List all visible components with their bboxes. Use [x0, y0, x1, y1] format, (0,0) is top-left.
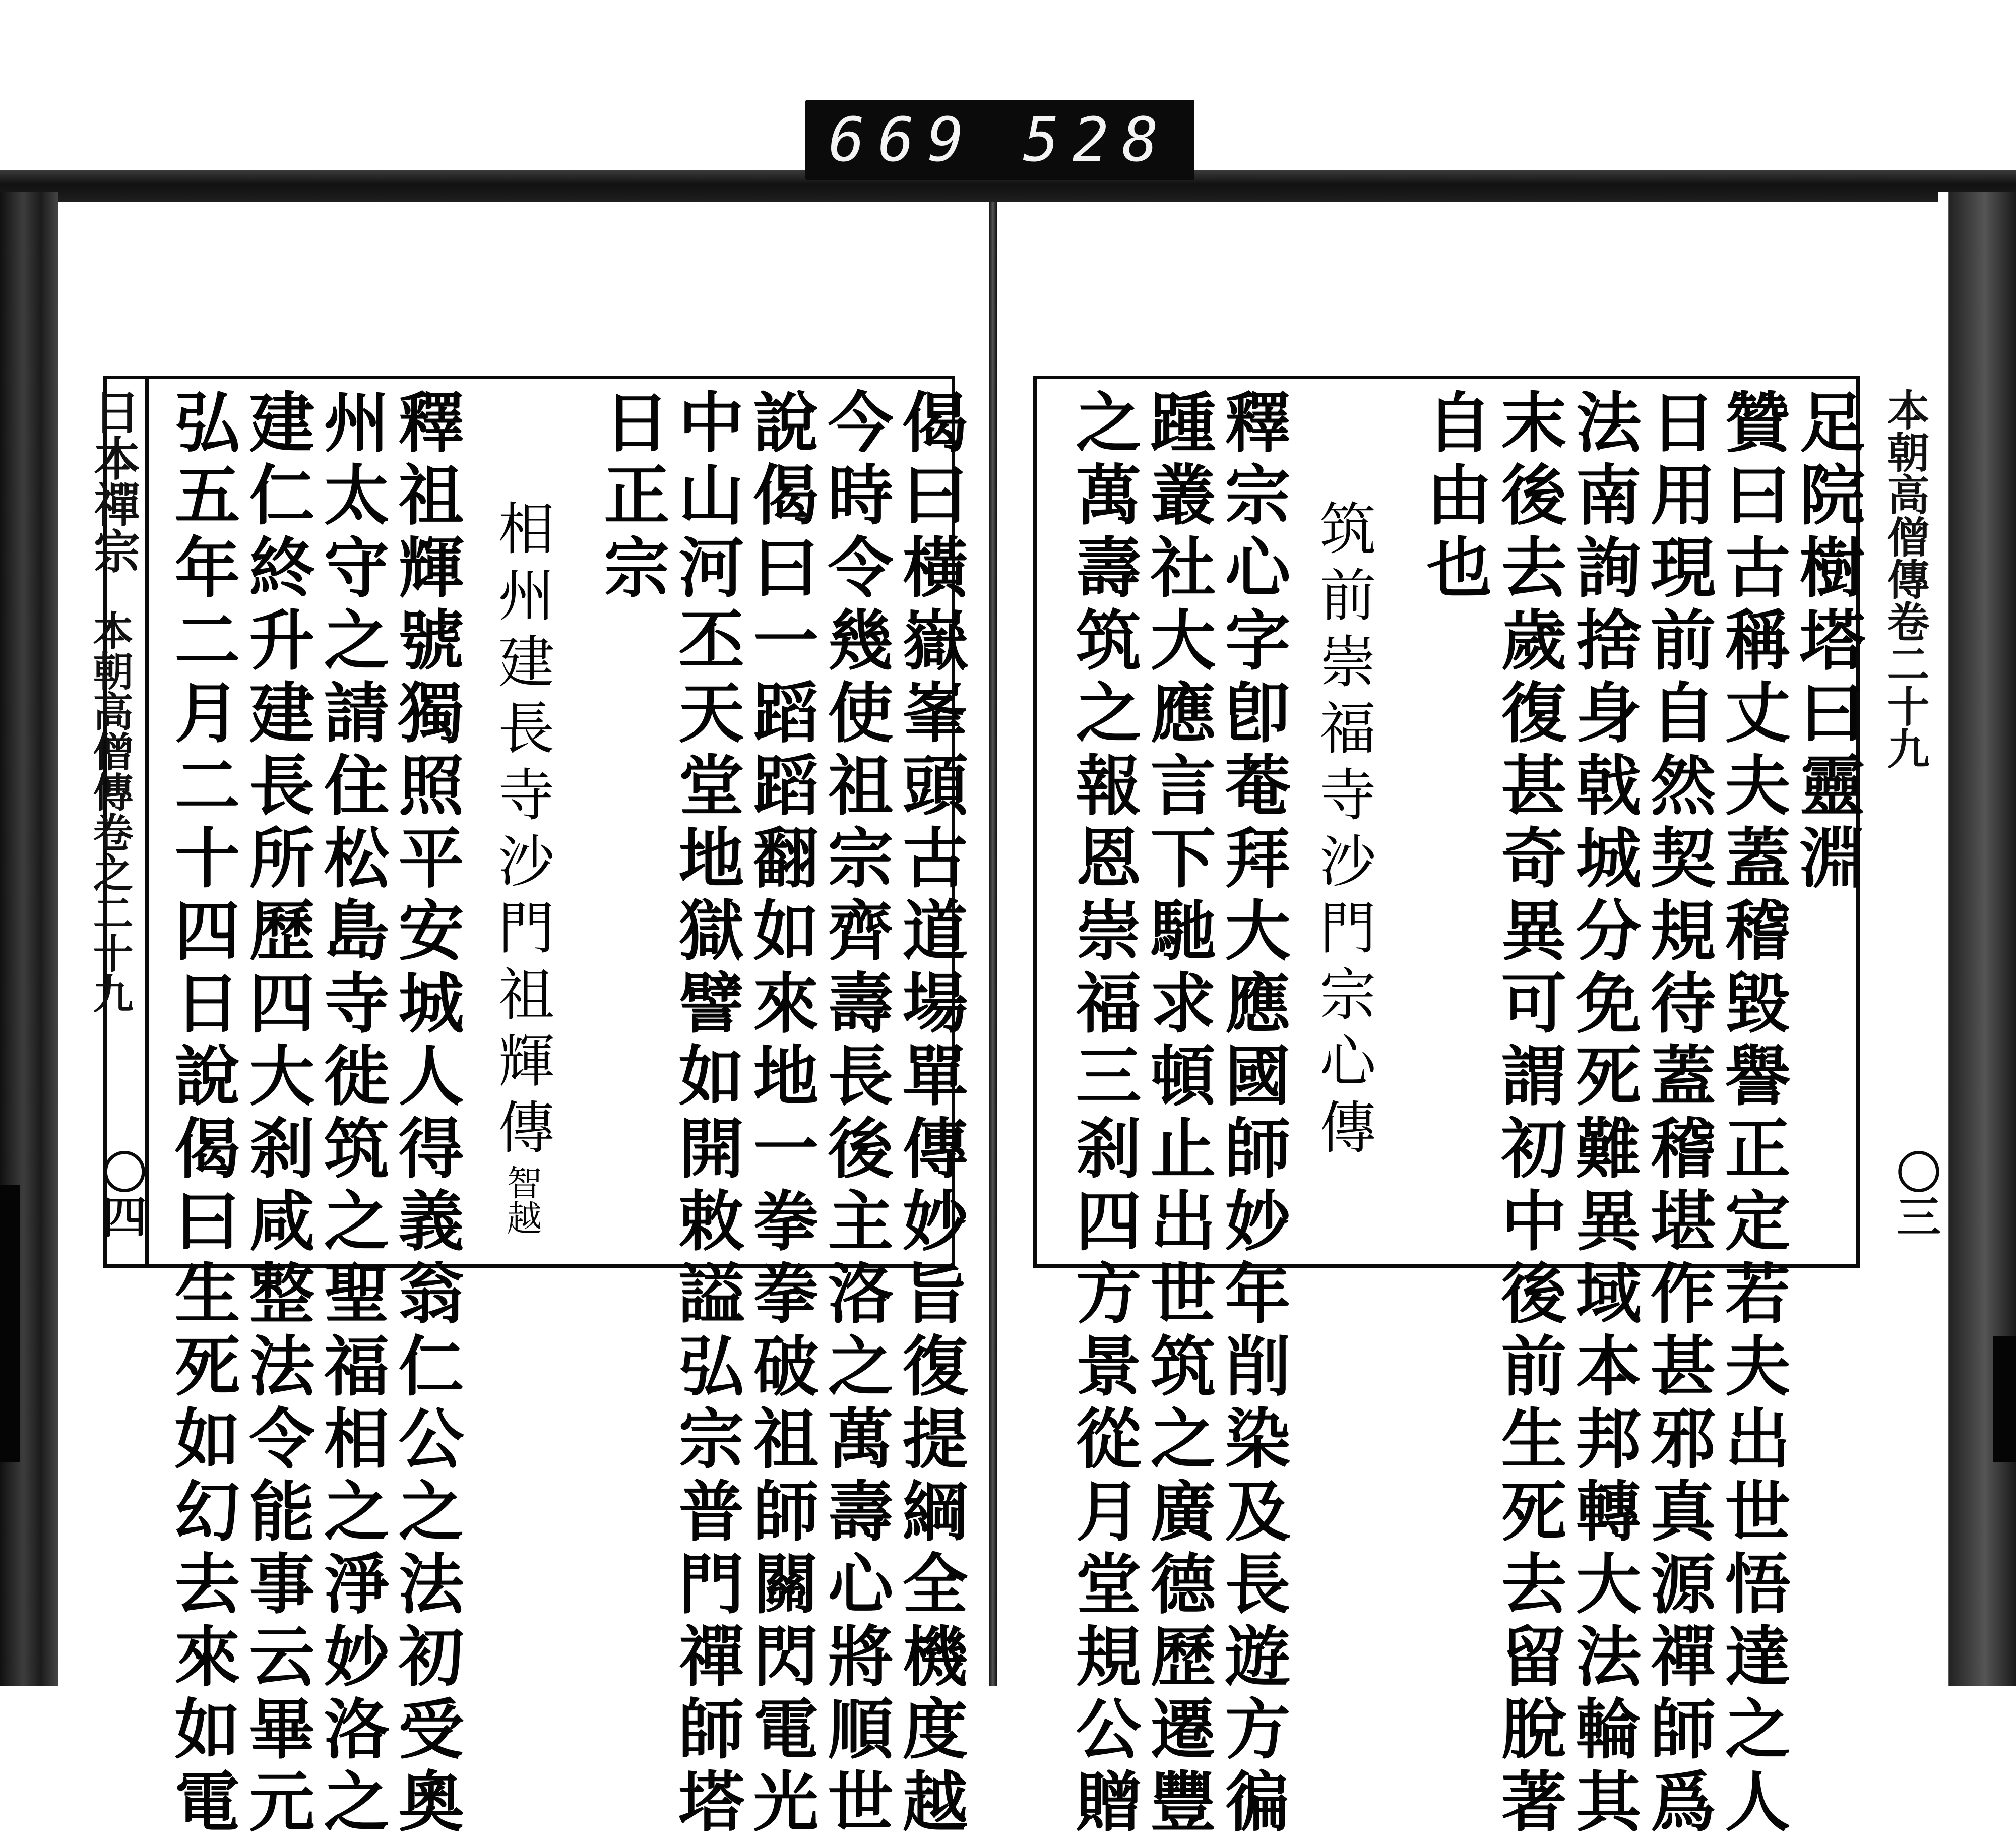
left-col-2: 今時令幾使祖宗齊壽長後主洛之萬壽心將順世: [817, 388, 894, 1840]
counter-left: 669: [828, 105, 977, 175]
left-col-10: 弘五年二月二十四日說偈曰生死如幻去來如電: [164, 388, 241, 1840]
left-title-note: 智越: [501, 1164, 542, 1235]
right-folio: 〇三: [1889, 1149, 1942, 1238]
left-col-4: 中山河丕天堂地獄譬如開敕謚弘宗普門禪師塔: [668, 388, 745, 1840]
right-col-2: 贊曰古稱丈夫蓋稽毀譽正定若夫出世悟達之人: [1714, 388, 1791, 1840]
left-side-tab: [0, 1185, 20, 1462]
right-col-3: 日用現前自然契規待蓋稽堪作甚邪真源禪師爲: [1640, 388, 1717, 1840]
left-section-title: [489, 499, 554, 1235]
left-col-7: 釋祖輝號獨照平安城人得義翁仁公之法初受奧: [388, 388, 465, 1840]
left-col-3: 說偈曰一蹈蹈翻如來地一拳拳破祖師關閃電光: [742, 388, 820, 1840]
counter-right: 528: [1023, 105, 1172, 175]
left-col-5: 日正宗: [593, 388, 670, 606]
left-margin-title: 日本禪宗: [86, 388, 141, 574]
left-section-title-text: 相州建長寺沙門祖輝傳: [489, 499, 554, 1164]
left-folio: 〇四: [95, 1149, 148, 1238]
right-side-tab: [1993, 1336, 2016, 1462]
right-col-4: 法南詢捨身戟城分免死難異域本邦轉大法輪其: [1565, 388, 1642, 1840]
right-section-title: 筑前崇福寺沙門宗心傳: [1310, 499, 1376, 1164]
left-margin-rule: [145, 376, 149, 1268]
right-col-6: 自由也: [1416, 388, 1493, 606]
right-col-9: 踵叢社大應言下馳求頓止出世筑之廣德歷遷豐: [1140, 388, 1217, 1840]
right-col-5: 末後去歲復甚奇異可謂初中後前生死去留脫著: [1490, 388, 1567, 1840]
left-col-9: 建仁終升建長所歷四大刹咸整法令能事云畢元: [238, 388, 316, 1840]
right-col-10: 之萬壽筑之報恩崇福三刹四方景從月堂規公贈: [1065, 388, 1142, 1840]
left-col-1: 偈曰橫嶽峯頭古道場單傳妙旨復提綱全機度越: [892, 388, 969, 1840]
right-col-8: 釋宗心字卽菴拜大應國師妙年削染及長遊方徧: [1214, 388, 1291, 1840]
left-col-8: 州太守之請住松島寺徙筑之聖福相之淨妙洛之: [313, 388, 390, 1840]
left-margin-subtitle: 本朝高僧傳卷之二十九: [86, 610, 134, 1013]
right-margin-title: 本朝高僧傳卷二十九: [1880, 388, 1930, 769]
right-col-1: 足院樹塔曰靈淵: [1789, 388, 1866, 896]
frame-counter: [805, 100, 1194, 180]
book-gutter: [989, 202, 997, 1686]
